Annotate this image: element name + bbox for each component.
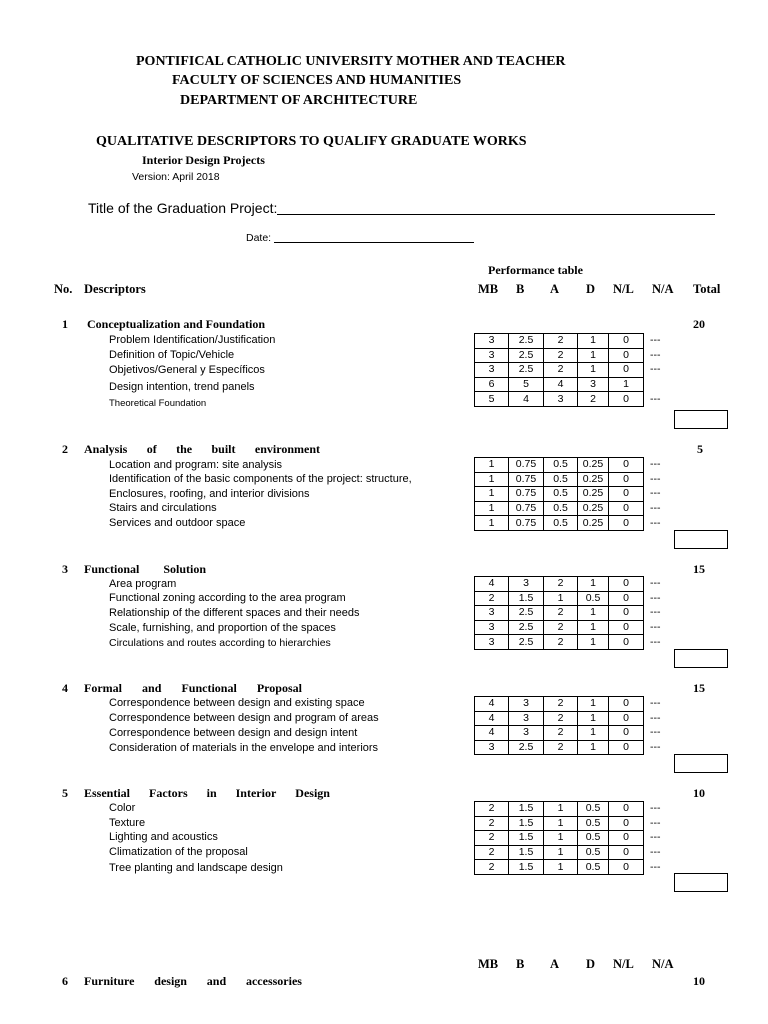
score-cell[interactable]: 5: [475, 392, 509, 407]
score-cell[interactable]: 0: [609, 334, 644, 349]
section-number: 3: [62, 562, 68, 576]
column-b: B: [516, 282, 525, 296]
score-cell[interactable]: 4: [509, 392, 544, 407]
score-cell[interactable]: 0.5: [578, 845, 609, 860]
descriptor-item: Correspondence between design and program of areas: [109, 712, 379, 724]
section-number: 6: [62, 974, 68, 988]
score-row: [475, 501, 695, 516]
score-cell[interactable]: 0.5: [544, 516, 578, 531]
score-cell[interactable]: 3: [475, 620, 509, 635]
descriptor-item: Consideration of materials in the envelope and interiors: [109, 742, 379, 754]
score-row: [475, 740, 695, 755]
descriptor-item: Stairs and circulations: [109, 502, 217, 514]
score-cell[interactable]: ---: [650, 577, 661, 590]
score-cell[interactable]: ---: [650, 802, 661, 815]
score-cell[interactable]: 0: [609, 363, 644, 378]
score-cell[interactable]: ---: [650, 816, 661, 829]
score-cell[interactable]: 0: [609, 697, 644, 712]
score-cell[interactable]: 0: [609, 635, 644, 650]
document-subtitle: Interior Design Projects: [142, 153, 265, 167]
score-row: [475, 577, 695, 592]
score-row: [475, 845, 695, 860]
score-cell[interactable]: 2: [544, 726, 578, 741]
score-cell[interactable]: ---: [650, 697, 661, 710]
score-row: [475, 516, 695, 531]
score-cell[interactable]: 0.5: [544, 458, 578, 473]
score-row: [475, 726, 695, 741]
score-cell[interactable]: ---: [650, 487, 661, 500]
score-cell[interactable]: 4: [475, 697, 509, 712]
section-total-points: 20: [693, 317, 705, 331]
descriptor-item: Scale, furnishing, and proportion of the spaces: [109, 622, 336, 634]
descriptor-item: Services and outdoor space: [109, 517, 246, 529]
section-title: Conceptualization and Foundation: [87, 317, 266, 331]
university-name: PONTIFICAL CATHOLIC UNIVERSITY MOTHER AND TEACHER: [136, 54, 566, 69]
section-total-points: 15: [693, 562, 705, 576]
section-total-input[interactable]: [674, 530, 728, 549]
score-cell[interactable]: 1: [578, 740, 609, 755]
score-cell[interactable]: 0.25: [578, 472, 609, 487]
section-total-points: 15: [693, 681, 705, 695]
score-cell[interactable]: 1.5: [509, 802, 544, 817]
score-row: [475, 348, 695, 363]
section-total-points: 10: [693, 786, 705, 800]
score-cell[interactable]: 2: [544, 363, 578, 378]
score-cell[interactable]: ---: [650, 502, 661, 515]
score-row: [475, 377, 695, 392]
column-na: N/A: [652, 957, 674, 971]
score-cell[interactable]: ---: [650, 831, 661, 844]
score-cell[interactable]: 2: [475, 816, 509, 831]
descriptor-item: Design intention, trend panels: [109, 381, 255, 393]
score-cell[interactable]: ---: [650, 334, 661, 347]
score-cell[interactable]: 1: [475, 501, 509, 516]
descriptor-item: Functional zoning according to the area program: [109, 592, 346, 604]
score-row: [475, 860, 695, 875]
descriptor-item: Location and program: site analysis: [109, 459, 283, 471]
score-row: [475, 816, 695, 831]
score-cell[interactable]: 0: [609, 740, 644, 755]
score-cell[interactable]: 0: [609, 487, 644, 502]
score-cell[interactable]: 0: [609, 591, 644, 606]
performance-table-label: Performance table: [488, 263, 583, 277]
score-cell[interactable]: ---: [650, 606, 661, 619]
score-cell[interactable]: 2: [544, 620, 578, 635]
date-field[interactable]: [274, 242, 474, 243]
score-cell[interactable]: 0: [609, 458, 644, 473]
score-cell[interactable]: 2.5: [509, 740, 544, 755]
score-cell[interactable]: 3: [475, 363, 509, 378]
score-cell[interactable]: 1.5: [509, 816, 544, 831]
score-row: [475, 458, 695, 473]
score-cell[interactable]: 0: [609, 577, 644, 592]
section-title: Functional Solution: [84, 562, 206, 576]
descriptor-item: Problem Identification/Justification: [109, 334, 276, 346]
score-table: [474, 576, 695, 650]
score-cell[interactable]: ---: [650, 711, 661, 724]
score-cell[interactable]: 0: [609, 472, 644, 487]
score-cell[interactable]: 1: [544, 860, 578, 875]
descriptor-item: Identification of the basic components of the project: structure,: [109, 473, 412, 485]
score-cell[interactable]: 1: [475, 487, 509, 502]
score-cell[interactable]: ---: [650, 621, 661, 634]
score-cell[interactable]: 1.5: [509, 591, 544, 606]
section-title: Essential Factors in Interior Design: [84, 786, 330, 800]
score-cell[interactable]: 3: [475, 635, 509, 650]
score-cell[interactable]: 0.5: [578, 591, 609, 606]
score-cell[interactable]: 2: [475, 591, 509, 606]
column-nl: N/L: [613, 957, 634, 971]
score-row: [475, 620, 695, 635]
score-cell[interactable]: 0.5: [578, 860, 609, 875]
score-cell[interactable]: 1.5: [509, 860, 544, 875]
score-cell[interactable]: 2.5: [509, 363, 544, 378]
section-number: 5: [62, 786, 68, 800]
score-cell[interactable]: 3: [509, 577, 544, 592]
score-cell[interactable]: 2.5: [509, 620, 544, 635]
score-cell[interactable]: 1: [578, 711, 609, 726]
score-cell[interactable]: 1: [544, 591, 578, 606]
score-cell[interactable]: 2: [544, 635, 578, 650]
section-total-input[interactable]: [674, 754, 728, 773]
project-title-label: Title of the Graduation Project:: [88, 200, 278, 216]
score-cell[interactable]: ---: [650, 591, 661, 604]
score-cell[interactable]: 1: [544, 831, 578, 846]
score-cell[interactable]: 3: [475, 334, 509, 349]
score-cell[interactable]: 0.25: [578, 501, 609, 516]
score-cell[interactable]: 1.5: [509, 831, 544, 846]
section-title: Furniture design and accessories: [84, 974, 302, 988]
score-cell[interactable]: 1: [544, 816, 578, 831]
score-cell[interactable]: 1: [578, 620, 609, 635]
score-cell[interactable]: 2: [544, 348, 578, 363]
score-cell[interactable]: 0: [609, 860, 644, 875]
score-cell[interactable]: 0.5: [544, 501, 578, 516]
faculty-name: FACULTY OF SCIENCES AND HUMANITIES: [172, 73, 462, 88]
score-cell[interactable]: 4: [544, 377, 578, 392]
score-cell[interactable]: 3: [475, 740, 509, 755]
score-cell[interactable]: 3: [509, 697, 544, 712]
score-cell[interactable]: ---: [650, 860, 661, 873]
score-cell[interactable]: 0: [609, 620, 644, 635]
score-cell[interactable]: 0: [609, 816, 644, 831]
score-cell[interactable]: 0: [609, 348, 644, 363]
descriptor-item: Correspondence between design and design intent: [109, 727, 358, 739]
score-cell[interactable]: [644, 377, 695, 392]
score-row: [475, 711, 695, 726]
descriptor-item: Correspondence between design and existing space: [109, 697, 365, 709]
score-cell[interactable]: 0: [609, 845, 644, 860]
score-cell[interactable]: 2: [544, 697, 578, 712]
score-cell[interactable]: 3: [475, 606, 509, 621]
score-cell[interactable]: ---: [650, 516, 661, 529]
score-cell[interactable]: 2.5: [509, 334, 544, 349]
column-b: B: [516, 957, 525, 971]
section-total-points: 5: [697, 442, 703, 456]
score-cell[interactable]: 1: [578, 363, 609, 378]
score-cell[interactable]: 1: [578, 334, 609, 349]
score-row: [475, 472, 695, 487]
score-table: [474, 333, 695, 407]
score-cell[interactable]: 2: [475, 802, 509, 817]
column-mb: MB: [478, 957, 499, 971]
score-cell[interactable]: 1: [578, 348, 609, 363]
column-a: A: [550, 957, 560, 971]
score-row: [475, 392, 695, 407]
descriptor-item: Area program: [109, 578, 177, 590]
column-mb: MB: [478, 282, 499, 296]
score-cell[interactable]: 0.5: [544, 472, 578, 487]
descriptor-item: Tree planting and landscape design: [109, 862, 283, 874]
score-table: [474, 696, 695, 755]
score-cell[interactable]: 0.5: [578, 831, 609, 846]
score-row: [475, 831, 695, 846]
score-cell[interactable]: 0: [609, 711, 644, 726]
score-cell[interactable]: ---: [650, 392, 661, 405]
score-cell[interactable]: 0.75: [509, 472, 544, 487]
score-cell[interactable]: 0.75: [509, 487, 544, 502]
section-title: Analysis of the built environment: [84, 442, 320, 456]
score-cell[interactable]: 2.5: [509, 348, 544, 363]
score-cell[interactable]: 1: [578, 606, 609, 621]
score-cell[interactable]: ---: [650, 846, 661, 859]
section-total-input[interactable]: [674, 410, 728, 429]
section-number: 2: [62, 442, 68, 456]
score-cell[interactable]: 0: [609, 516, 644, 531]
score-cell[interactable]: ---: [650, 741, 661, 754]
document-title: QUALITATIVE DESCRIPTORS TO QUALIFY GRADUATE WORKS: [96, 134, 527, 149]
score-cell[interactable]: ---: [650, 348, 661, 361]
column-nl: N/L: [613, 282, 634, 296]
descriptor-item: Lighting and acoustics: [109, 831, 218, 843]
section-total-input[interactable]: [674, 873, 728, 892]
score-cell[interactable]: 3: [509, 711, 544, 726]
score-cell[interactable]: 3: [544, 392, 578, 407]
descriptor-item: Relationship of the different spaces and their needs: [109, 607, 360, 619]
score-cell[interactable]: ---: [650, 472, 661, 485]
score-cell[interactable]: 2: [475, 845, 509, 860]
section-total-points: 10: [693, 974, 705, 988]
score-cell[interactable]: 0.5: [544, 487, 578, 502]
section-total-input[interactable]: [674, 649, 728, 668]
score-cell[interactable]: 1: [609, 377, 644, 392]
score-cell[interactable]: 2: [544, 334, 578, 349]
score-cell[interactable]: 1: [475, 516, 509, 531]
score-cell[interactable]: 0.25: [578, 487, 609, 502]
score-cell[interactable]: 0.75: [509, 516, 544, 531]
score-cell[interactable]: 0: [609, 802, 644, 817]
descriptor-item: Enclosures, roofing, and interior divisions: [109, 488, 310, 500]
score-cell[interactable]: 1.5: [509, 845, 544, 860]
score-cell[interactable]: 5: [509, 377, 544, 392]
score-cell[interactable]: 0.5: [578, 802, 609, 817]
score-cell[interactable]: 3: [475, 348, 509, 363]
column-total: Total: [693, 282, 721, 296]
score-cell[interactable]: 3: [578, 377, 609, 392]
score-cell[interactable]: ---: [650, 726, 661, 739]
score-row: [475, 591, 695, 606]
score-cell[interactable]: 1: [544, 845, 578, 860]
column-d: D: [586, 282, 596, 296]
score-cell[interactable]: 1: [578, 635, 609, 650]
date-label: Date:: [246, 232, 272, 244]
descriptor-item: Climatization of the proposal: [109, 846, 248, 858]
score-table: [474, 801, 695, 875]
descriptor-item: Circulations and routes according to hierarchies: [109, 637, 331, 649]
score-cell[interactable]: 6: [475, 377, 509, 392]
score-cell[interactable]: 2: [544, 577, 578, 592]
score-cell[interactable]: 2: [475, 860, 509, 875]
descriptor-item: Objetivos/General y Específicos: [109, 364, 265, 376]
descriptor-item: Definition of Topic/Vehicle: [109, 349, 235, 361]
score-cell[interactable]: 4: [475, 726, 509, 741]
column-a: A: [550, 282, 560, 296]
score-row: [475, 635, 695, 650]
score-cell[interactable]: 0: [609, 501, 644, 516]
score-cell[interactable]: 2: [544, 740, 578, 755]
column-na: N/A: [652, 282, 674, 296]
score-cell[interactable]: 0.5: [578, 816, 609, 831]
score-cell[interactable]: 0: [609, 392, 644, 407]
score-table: [474, 457, 695, 531]
score-cell[interactable]: 0.75: [509, 501, 544, 516]
score-cell[interactable]: ---: [650, 635, 661, 648]
score-cell[interactable]: 1: [475, 472, 509, 487]
section-number: 4: [62, 681, 68, 695]
descriptor-item: Texture: [109, 817, 146, 829]
score-cell[interactable]: 2: [544, 606, 578, 621]
score-cell[interactable]: 2: [475, 831, 509, 846]
score-cell[interactable]: 2: [578, 392, 609, 407]
score-cell[interactable]: 3: [509, 726, 544, 741]
score-cell[interactable]: 0: [609, 831, 644, 846]
score-cell[interactable]: 4: [475, 577, 509, 592]
score-cell[interactable]: 2: [544, 711, 578, 726]
score-cell[interactable]: 0.25: [578, 458, 609, 473]
descriptor-item: Theoretical Foundation: [109, 398, 207, 409]
score-cell[interactable]: 2.5: [509, 635, 544, 650]
score-cell[interactable]: 0: [609, 606, 644, 621]
score-cell[interactable]: 0.75: [509, 458, 544, 473]
score-row: [475, 697, 695, 712]
score-cell[interactable]: 1: [578, 697, 609, 712]
score-cell[interactable]: 2.5: [509, 606, 544, 621]
column-descriptors: Descriptors: [84, 282, 146, 296]
score-row: [475, 606, 695, 621]
score-cell[interactable]: 0: [609, 726, 644, 741]
column-no: No.: [54, 282, 73, 296]
score-row: [475, 334, 695, 349]
descriptor-item: Color: [109, 802, 136, 814]
score-cell[interactable]: 1: [544, 802, 578, 817]
section-title: Formal and Functional Proposal: [84, 681, 302, 695]
column-d: D: [586, 957, 596, 971]
section-number: 1: [62, 317, 68, 331]
score-cell[interactable]: 1: [578, 577, 609, 592]
document-version: Version: April 2018: [132, 171, 220, 183]
score-cell[interactable]: 1: [578, 726, 609, 741]
score-cell[interactable]: 4: [475, 711, 509, 726]
project-title-field[interactable]: [277, 214, 715, 215]
score-cell[interactable]: 1: [475, 458, 509, 473]
score-row: [475, 802, 695, 817]
department-name: DEPARTMENT OF ARCHITECTURE: [180, 93, 418, 108]
score-cell[interactable]: ---: [650, 363, 661, 376]
score-row: [475, 363, 695, 378]
score-cell[interactable]: ---: [650, 458, 661, 471]
score-cell[interactable]: 0.25: [578, 516, 609, 531]
score-row: [475, 487, 695, 502]
